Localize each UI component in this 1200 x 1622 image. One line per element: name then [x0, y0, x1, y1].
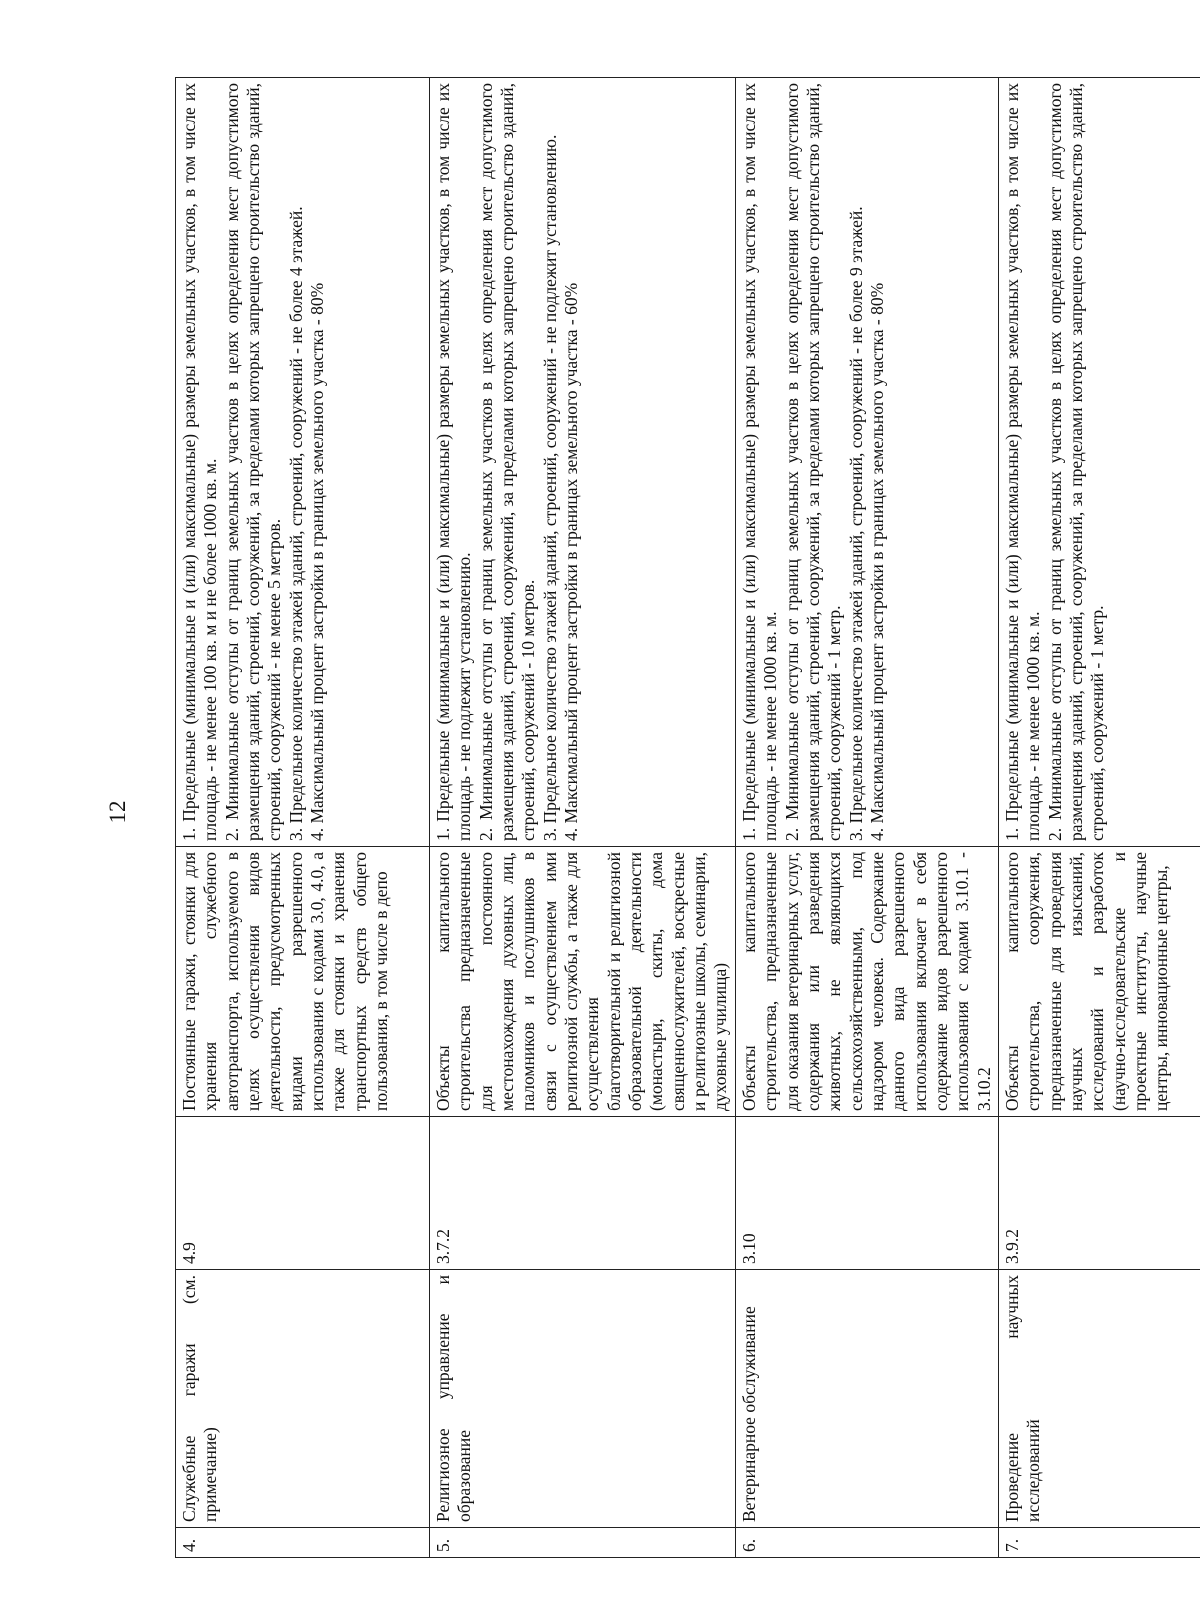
parameter-item: 2. Минимальные отступы от границ земельных участков в целях определения мест допустимого размещения зданий, строений, сооружений, за пределами которых запрещено строительство зданий, строений, сооружений - 1 метр.: [781, 83, 845, 841]
table-row: [998, 78, 1200, 1558]
parameter-item: 3. Предельное количество этажей зданий, строений, сооружений - не более 9 этажей.: [845, 206, 866, 841]
row-number: 6.: [735, 1528, 998, 1558]
parameter-item: 1. Предельные (минимальные и (или) максимальные) размеры земельных участков, в том числе их площадь - не подлежит установлению.: [433, 83, 475, 841]
use-parameters: [430, 78, 736, 847]
row-number: 7.: [998, 1528, 1200, 1558]
use-description: Постоянные гаражи, стоянки для хранения служебного автотранспорта, используемого в целях осуществления видов деятельности, предусмотренных видами разрешенного использования с кодами 3.0, 4.0, а также для стоянки и хранения транспортных средств общего пользования, в том числе в депо: [176, 847, 430, 1117]
use-name: Проведение научных исследований: [998, 1270, 1200, 1528]
use-code: 4.9: [176, 1117, 430, 1270]
row-number: 4.: [176, 1528, 430, 1558]
parameter-item: 2. Минимальные отступы от границ земельных участков в целях определения мест допустимого размещения зданий, строений, сооружений, за пределами которых запрещено строительство зданий, строений, сооружений - не менее 5 метров.: [221, 83, 285, 841]
use-code: 3.7.2: [430, 1117, 736, 1270]
use-description: Объекты капитального строительства, предназначенные для оказания ветеринарных услуг, содержания или разведения животных, не являющихся сельскохозяйственными, под надзором человека. Содержание данного вида разрешенного использования включает в себя содержание видов разрешенного использования с кодами 3.10.1 - 3.10.2: [735, 847, 998, 1117]
parameter-item: 3. Предельное количество этажей зданий, строений, сооружений - не подлежит установлению.: [539, 134, 560, 841]
table-row: [735, 78, 998, 1558]
use-code: 3.9.2: [998, 1117, 1200, 1270]
parameter-item: 4. Максимальный процент застройки в границах земельного участка - 80%: [866, 282, 887, 841]
row-number: 5.: [430, 1528, 736, 1558]
use-name: Религиозное управление и образование: [430, 1270, 736, 1528]
use-name: Служебные гаражи (см. примечание): [176, 1270, 430, 1528]
parameter-item: 3. Предельное количество этажей зданий, строений, сооружений - не более 4 этажей.: [285, 206, 306, 841]
page-number: 12: [105, 800, 130, 824]
use-parameters: [998, 78, 1200, 847]
parameter-item: 4. Максимальный процент застройки в границах земельного участка - 60%: [561, 282, 582, 841]
use-description: Объекты капитального строительства, сооружения, предназначенные для проведения научных изысканий, исследований и разработок (научно-исследовательские и проектные институты, научные центры, инновационные центры,: [998, 847, 1200, 1117]
table-row: [176, 78, 430, 1558]
use-parameters: [735, 78, 998, 847]
use-name: Ветеринарное обслуживание: [735, 1270, 998, 1528]
parameter-item: 1. Предельные (минимальные и (или) максимальные) размеры земельных участков, в том числе их площадь - не менее 1000 кв. м.: [1001, 83, 1044, 841]
parameter-item: 1. Предельные (минимальные и (или) максимальные) размеры земельных участков, в том числе их площадь - не менее 1000 кв. м.: [738, 83, 781, 841]
parameter-item: 2. Минимальные отступы от границ земельных участков в целях определения мест допустимого размещения зданий, строений, сооружений, за пределами которых запрещено строительство зданий, строений, сооружений - 10 метров.: [475, 83, 539, 841]
use-parameters: [176, 78, 430, 847]
parameter-item: 1. Предельные (минимальные и (или) максимальные) размеры земельных участков, в том числе их площадь - не менее 100 кв. м и не более 1000 кв. м.: [179, 83, 221, 841]
parameter-item: 4. Максимальный процент застройки в границах земельного участка - 80%: [307, 282, 328, 841]
use-description: Объекты капитального строительства предназначенные для постоянного местонахождения духовных лиц, паломников и послушников в связи с осуществлением ими религиозной службы, а также для осуществления благотворительной и религиозной образовательной деятельности (монастыри, скиты, дома священнослужителей, воскресные и религиозные школы, семинарии, духовные училища): [430, 847, 736, 1117]
parameter-item: 2. Минимальные отступы от границ земельных участков в целях определения мест допустимого размещения зданий, строений, сооружений, за пределами которых запрещено строительство зданий, строений, сооружений - 1 метр.: [1044, 83, 1108, 841]
rotated-table-wrapper: [175, 78, 1200, 1558]
land-use-table: [175, 77, 1200, 1558]
use-code: 3.10: [735, 1117, 998, 1270]
table-row: [430, 78, 736, 1558]
